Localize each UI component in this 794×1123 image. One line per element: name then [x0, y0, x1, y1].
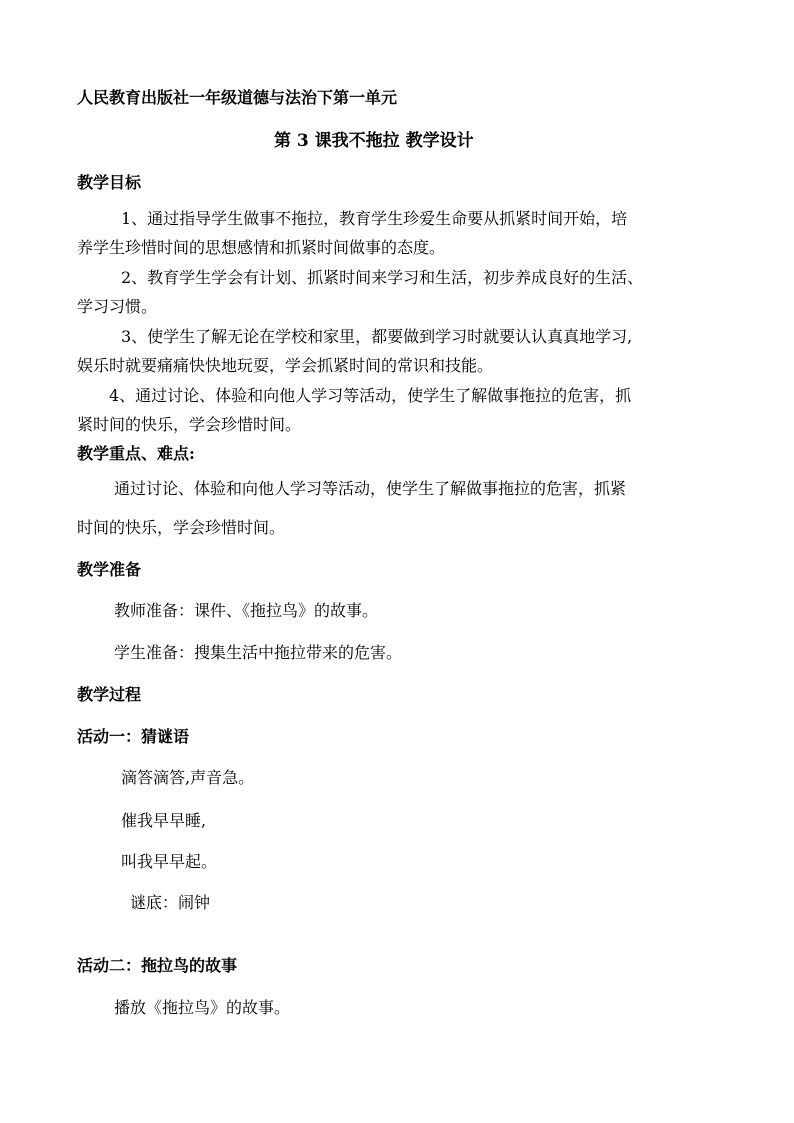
activity2-heading: 活动二：拖拉鸟的故事	[77, 956, 238, 975]
activity2-line: 播放《拖拉鸟》的故事。	[114, 998, 291, 1017]
goals-line: 学习习惯。	[77, 297, 158, 316]
riddle-answer: 谜底：闹钟	[130, 893, 211, 912]
teacher-preparation: 教师准备：课件、《拖拉鸟》的故事。	[114, 601, 379, 620]
activity1-heading: 活动一：猜谜语	[77, 727, 190, 746]
riddle-line: 叫我早早起。	[121, 852, 218, 871]
goals-line: 3、使学生了解无论在学校和家里，都要做到学习时就要认认真真地学习,	[121, 327, 633, 346]
publisher-line: 人民教育出版社一年级道德与法治下第一单元	[77, 88, 398, 107]
goals-heading: 教学目标	[77, 173, 142, 192]
goals-line: 紧时间的快乐，学会珍惜时间。	[77, 415, 302, 434]
goals-line: 4、通过讨论、体验和向他人学习等活动，使学生了解做事拖拉的危害，抓	[109, 386, 632, 405]
student-preparation: 学生准备：搜集生活中拖拉带来的危害。	[114, 643, 403, 662]
key-points-heading: 教学重点、难点:	[77, 444, 195, 463]
goals-line: 2、教育学生学会有计划、抓紧时间来学习和生活，初步养成良好的生活、	[121, 268, 644, 287]
key-points-line: 时间的快乐，学会珍惜时间。	[77, 518, 286, 537]
riddle-line: 催我早早睡,	[121, 811, 207, 830]
riddle-line: 滴答滴答,声音急。	[121, 768, 255, 787]
goals-line: 娱乐时就要痛痛快快地玩耍，学会抓紧时间的常识和技能。	[77, 356, 494, 375]
key-points-line: 通过讨论、体验和向他人学习等活动，使学生了解做事拖拉的危害，抓紧	[114, 479, 627, 498]
process-heading: 教学过程	[77, 685, 142, 704]
goals-line: 养学生珍惜时间的思想感情和抓紧时间做事的态度。	[77, 238, 446, 257]
goals-line: 1、通过指导学生做事不拖拉，教育学生珍爱生命要从抓紧时间开始，培	[121, 209, 628, 228]
page-title: 第 3 课我不拖拉 教学设计	[274, 131, 474, 151]
preparation-heading: 教学准备	[77, 560, 142, 579]
